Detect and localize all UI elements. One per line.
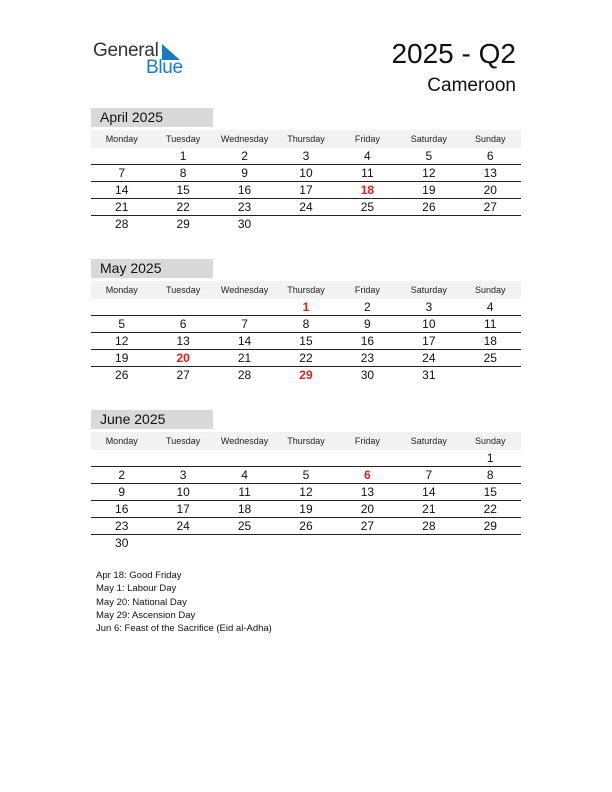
day-cell: 12 xyxy=(115,334,129,348)
day-cell: 26 xyxy=(422,200,436,214)
day-cell: 25 xyxy=(483,351,497,365)
day-cell xyxy=(214,299,275,315)
weekday-header: Sunday xyxy=(474,134,506,144)
day-cell: 25 xyxy=(360,200,375,214)
weekday-header: Thursday xyxy=(287,285,325,295)
day-cell: 11 xyxy=(361,166,374,180)
day-cell: 7 xyxy=(118,166,126,180)
holiday-day-cell: 29 xyxy=(299,368,313,382)
day-cell: 20 xyxy=(483,183,497,197)
day-cell: 4 xyxy=(364,149,371,163)
day-cell: 13 xyxy=(176,334,190,348)
weekday-header: Tuesday xyxy=(166,134,201,144)
day-cell: 27 xyxy=(360,519,375,533)
week-row xyxy=(91,350,521,367)
weekday-header-row xyxy=(91,432,521,450)
day-cell: 23 xyxy=(237,200,252,214)
holiday-entry: May 1: Labour Day xyxy=(96,583,177,595)
day-cell xyxy=(275,216,336,232)
day-cell: 2 xyxy=(241,149,248,163)
day-cell: 22 xyxy=(176,200,190,214)
weekday-header: Thursday xyxy=(287,134,325,144)
day-cell: 18 xyxy=(237,502,252,516)
day-cell xyxy=(460,535,521,551)
day-cell: 28 xyxy=(237,368,252,382)
day-cell: 6 xyxy=(179,317,187,331)
day-cell xyxy=(337,450,398,466)
day-cell: 19 xyxy=(115,351,129,365)
day-cell: 15 xyxy=(176,183,190,197)
month-april xyxy=(91,108,521,232)
weekday-header: Friday xyxy=(354,134,380,144)
day-cell: 21 xyxy=(115,200,129,214)
day-cell: 5 xyxy=(425,149,433,163)
day-cell: 2 xyxy=(364,300,371,314)
weekday-header: Saturday xyxy=(410,285,447,295)
day-cell: 12 xyxy=(422,166,436,180)
day-cell: 10 xyxy=(422,317,436,331)
day-cell: 22 xyxy=(483,502,497,516)
day-cell: 26 xyxy=(115,368,129,382)
day-cell: 11 xyxy=(238,485,251,499)
day-cell: 16 xyxy=(237,183,252,197)
day-cell: 31 xyxy=(422,368,436,382)
day-cell: 16 xyxy=(115,502,129,516)
brand-word-general: General xyxy=(93,40,159,61)
day-cell xyxy=(337,216,398,232)
day-cell xyxy=(337,535,398,551)
weekday-header: Friday xyxy=(354,436,380,446)
weekday-header: Wednesday xyxy=(220,285,269,295)
day-cell: 27 xyxy=(483,200,497,214)
day-cell xyxy=(398,450,459,466)
day-cell: 21 xyxy=(237,351,252,365)
day-cell: 29 xyxy=(176,217,190,231)
week-row xyxy=(91,535,521,551)
day-cell: 1 xyxy=(486,451,494,465)
day-cell: 3 xyxy=(179,468,187,482)
week-row xyxy=(91,467,521,484)
week-row xyxy=(91,367,521,383)
holiday-entry: May 29: Ascension Day xyxy=(96,609,196,621)
day-cell: 24 xyxy=(422,351,436,365)
week-row xyxy=(91,216,521,232)
weekday-header: Thursday xyxy=(287,436,325,446)
month-may xyxy=(91,259,521,383)
day-cell xyxy=(275,535,336,551)
weekday-header: Sunday xyxy=(474,285,506,295)
weekday-header: Tuesday xyxy=(166,436,201,446)
day-cell xyxy=(152,299,213,315)
weekday-header: Wednesday xyxy=(220,436,269,446)
day-cell: 19 xyxy=(422,183,436,197)
holiday-day-cell: 6 xyxy=(364,468,371,482)
weekday-header: Wednesday xyxy=(220,134,269,144)
day-cell xyxy=(398,535,459,551)
day-cell: 14 xyxy=(237,334,252,348)
weekday-header: Monday xyxy=(105,134,138,144)
day-cell: 21 xyxy=(422,502,436,516)
day-cell: 3 xyxy=(425,300,433,314)
day-cell: 29 xyxy=(483,519,497,533)
day-cell: 2 xyxy=(118,468,126,482)
day-cell xyxy=(91,450,152,466)
day-cell: 4 xyxy=(486,300,494,314)
holiday-day-cell: 18 xyxy=(360,183,375,197)
day-cell: 15 xyxy=(299,334,313,348)
week-row xyxy=(91,299,521,316)
day-cell: 10 xyxy=(299,166,313,180)
day-cell: 4 xyxy=(241,468,248,482)
day-cell xyxy=(460,216,521,232)
day-cell: 8 xyxy=(486,468,494,482)
weekday-header: Sunday xyxy=(474,436,506,446)
day-cell xyxy=(91,148,152,164)
day-cell: 30 xyxy=(360,368,375,382)
day-cell: 17 xyxy=(422,334,436,348)
day-cell: 26 xyxy=(299,519,313,533)
week-row xyxy=(91,199,521,216)
day-cell: 24 xyxy=(176,519,190,533)
week-row xyxy=(91,333,521,350)
weekday-header: Monday xyxy=(105,436,138,446)
week-row xyxy=(91,182,521,199)
month-label: April 2025 xyxy=(91,108,213,127)
weekday-header-row xyxy=(91,130,521,148)
holiday-entry: May 20: National Day xyxy=(96,596,187,608)
day-cell: 14 xyxy=(422,485,436,499)
day-cell: 8 xyxy=(179,166,187,180)
day-cell: 28 xyxy=(422,519,436,533)
day-cell xyxy=(275,450,336,466)
day-cell xyxy=(460,367,521,383)
day-cell: 9 xyxy=(364,317,371,331)
day-cell: 18 xyxy=(483,334,497,348)
weekday-header: Tuesday xyxy=(166,285,201,295)
week-row xyxy=(91,165,521,182)
day-cell xyxy=(398,216,459,232)
day-cell: 25 xyxy=(237,519,252,533)
day-cell xyxy=(214,535,275,551)
day-cell: 12 xyxy=(299,485,313,499)
day-cell xyxy=(91,299,152,315)
week-row xyxy=(91,148,521,165)
weekday-header-row xyxy=(91,281,521,299)
day-cell: 14 xyxy=(115,183,129,197)
day-cell: 11 xyxy=(484,317,497,331)
day-cell: 28 xyxy=(115,217,129,231)
day-cell xyxy=(152,535,213,551)
day-cell: 9 xyxy=(241,166,248,180)
brand-logo xyxy=(93,40,193,80)
day-cell: 7 xyxy=(241,317,248,331)
day-cell: 3 xyxy=(302,149,310,163)
day-cell: 20 xyxy=(360,502,375,516)
week-row xyxy=(91,484,521,501)
day-cell: 16 xyxy=(360,334,375,348)
weekday-header: Saturday xyxy=(410,436,447,446)
day-cell: 30 xyxy=(237,217,252,231)
weekday-header: Friday xyxy=(354,285,380,295)
holiday-entry: Jun 6: Feast of the Sacrifice (Eid al-Adha) xyxy=(96,623,272,635)
day-cell: 17 xyxy=(176,502,190,516)
weekday-header: Saturday xyxy=(410,134,447,144)
day-cell: 27 xyxy=(176,368,190,382)
day-cell: 23 xyxy=(360,351,375,365)
country-name: Cameroon xyxy=(427,75,516,96)
day-cell xyxy=(152,450,213,466)
day-cell: 13 xyxy=(360,485,375,499)
day-cell: 19 xyxy=(299,502,313,516)
holiday-day-cell: 20 xyxy=(176,351,190,365)
holiday-day-cell: 1 xyxy=(302,300,310,314)
month-june xyxy=(91,410,521,551)
day-cell: 15 xyxy=(483,485,497,499)
day-cell: 30 xyxy=(115,536,129,550)
day-cell: 8 xyxy=(302,317,310,331)
day-cell: 9 xyxy=(118,485,126,499)
day-cell: 5 xyxy=(302,468,310,482)
week-row xyxy=(91,501,521,518)
holiday-list xyxy=(96,569,272,635)
day-cell: 7 xyxy=(425,468,433,482)
day-cell: 13 xyxy=(483,166,497,180)
day-cell: 24 xyxy=(299,200,313,214)
page-title: 2025 - Q2 xyxy=(391,38,516,69)
day-cell: 5 xyxy=(118,317,126,331)
month-label: June 2025 xyxy=(91,410,213,429)
week-row xyxy=(91,316,521,333)
day-cell: 6 xyxy=(486,149,494,163)
brand-word-blue: Blue xyxy=(146,57,183,78)
weekday-header: Monday xyxy=(105,285,138,295)
holiday-entry: Apr 18: Good Friday xyxy=(96,570,182,581)
day-cell: 23 xyxy=(115,519,129,533)
day-cell: 22 xyxy=(299,351,313,365)
week-row xyxy=(91,518,521,535)
month-label: May 2025 xyxy=(91,259,213,278)
day-cell: 10 xyxy=(176,485,190,499)
day-cell xyxy=(214,450,275,466)
day-cell: 17 xyxy=(299,183,313,197)
week-row xyxy=(91,450,521,467)
day-cell: 1 xyxy=(179,149,187,163)
